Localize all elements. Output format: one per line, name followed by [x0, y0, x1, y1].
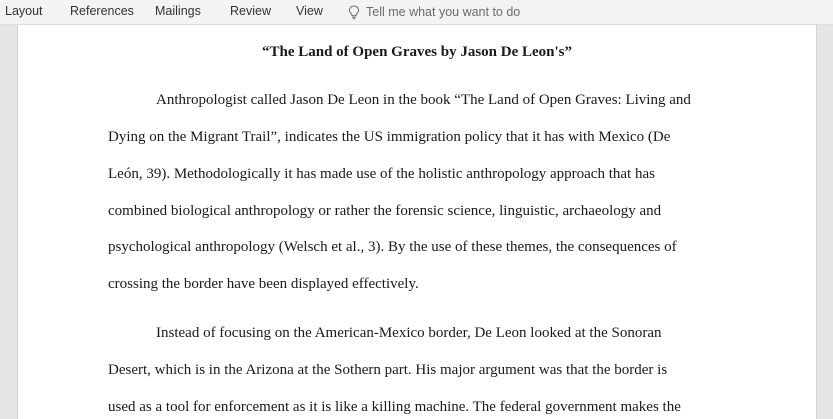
- tab-layout[interactable]: Layout: [5, 4, 43, 18]
- ribbon-tab-bar: [0, 0, 833, 25]
- paragraph-1-line-4: combined biological anthropology or rather the forensic science, linguistic, archaeology and: [108, 203, 662, 219]
- document-canvas[interactable]: [0, 25, 833, 419]
- tab-review[interactable]: Review: [230, 4, 271, 18]
- paragraph-2-line-2: Desert, which is in the Arizona at the Sothern part. His major argument was that the border is: [108, 362, 668, 378]
- tab-references[interactable]: References: [70, 4, 134, 18]
- paragraph-2-line-3: used as a tool for enforcement as it is like a killing machine. The federal government makes the: [108, 399, 681, 415]
- paragraph-1-line-6: crossing the border have been displayed effectively.: [108, 276, 419, 292]
- tab-mailings[interactable]: Mailings: [155, 4, 201, 18]
- document-title: “The Land of Open Graves by Jason De Leon's”: [261, 44, 573, 60]
- paragraph-1-line-5: psychological anthropology (Welsch et al., 3). By the use of these themes, the consequences of: [108, 239, 677, 255]
- paragraph-1-line-1: Anthropologist called Jason De Leon in the book “The Land of Open Graves: Living and: [156, 92, 691, 108]
- tab-view[interactable]: View: [296, 4, 323, 18]
- paragraph-1-line-3: León, 39). Methodologically it has made use of the holistic anthropology approach that has: [108, 166, 655, 182]
- paragraph-2-line-1: Instead of focusing on the American-Mexico border, De Leon looked at the Sonoran: [156, 325, 662, 341]
- document-page[interactable]: [17, 25, 817, 419]
- tell-me-placeholder: Tell me what you want to do: [366, 5, 521, 19]
- tell-me-search[interactable]: [348, 3, 520, 21]
- lightbulb-icon: [348, 5, 360, 20]
- paragraph-1-line-2: Dying on the Migrant Trail”, indicates the US immigration policy that it has with Mexico (De: [108, 129, 671, 145]
